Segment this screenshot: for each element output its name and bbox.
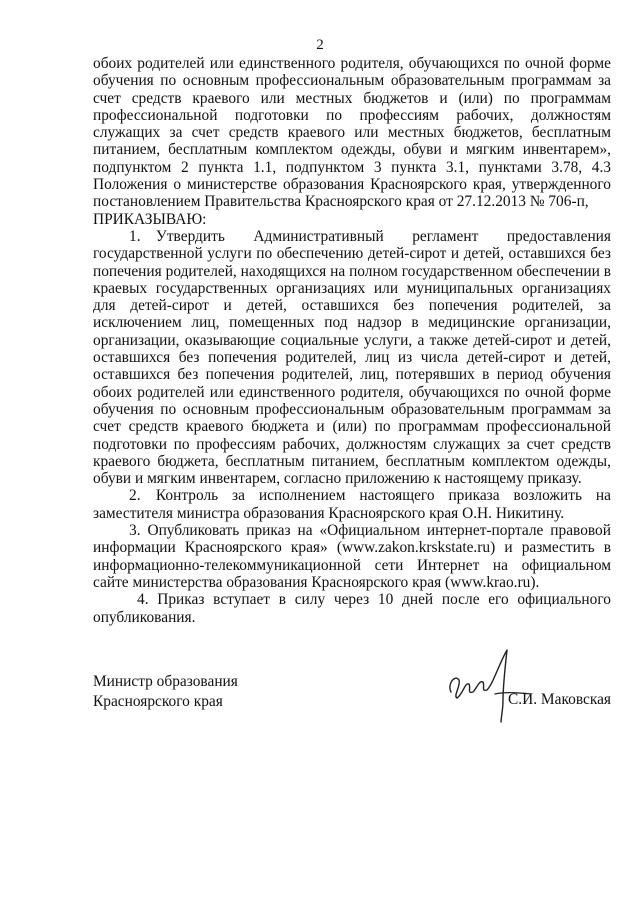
- intro-paragraph: обоих родителей или единственного родителя, обучающихся по очной форме обучения по основным профессиональным образовательным программам за счет средств краевого или местных бюджетов и (или) по программам профессиональной подготовки по профессиям рабочих, должностям служащих за счет средств краевого или местных бюджетов, бесплатным питанием, бесплатным комплектом одежды, обуви и мягким инвентарем», подпунктом 2 пункта 1.1, подпунктом 3 пункта 3.1, пунктами 3.78, 4.3 Положения о министерстве образования Красноярского края, утвержденного постановлением Правительства Красноярского края от 27.12.2013 № 706-п,: [93, 55, 611, 211]
- page-number: 2: [316, 37, 324, 53]
- signatory-name: С.И. Маковская: [508, 691, 611, 708]
- item-3-paragraph: 3. Опубликовать приказ на «Официальном интернет-портале правовой информации Красноярского края» (www.zakon.krskstate.ru) и разместить в информационно-телекоммуникационной сети Интернет на официальном сайте министерства образования Красноярского края (www.krao.ru).: [93, 522, 611, 591]
- signatory-position-line-1: Министр образования: [93, 673, 238, 690]
- item-2-paragraph: 2. Контроль за исполнением настоящего приказа возложить на заместителя министра образования Красноярского края О.Н. Никитину.: [93, 487, 611, 522]
- item-1-paragraph: 1. Утвердить Административный регламент предоставления государственной услуги по обеспечению детей-сирот и детей, оставшихся без попечения родителей, находящихся на полном государственном обеспечении в краевых государственных организациях или муниципальных организациях для детей-сирот и детей, оставшихся без попечения родителей, за исключением лиц, помещенных под надзор в медицинские организации, организации, оказывающие социальные услуги, а также детей-сирот и детей, оставшихся без попечения родителей, лиц из числа детей-сирот и детей, оставшихся без попечения родителей, лиц, потерявших в период обучения обоих родителей или единственного родителя, обучающихся по очной форме обучения по основным профессиональным образовательным программам за счет средств краевого бюджета и (или) по программам профессиональной подготовки по профессиям рабочих, должностям служащих за счет средств краевого бюджета, бесплатным питанием, бесплатным комплектом одежды, обуви и мягким инвентарем, согласно приложению к настоящему приказу.: [93, 227, 611, 488]
- document-body: [93, 55, 611, 626]
- item-4-paragraph: 4. Приказ вступает в силу через 10 дней после его официального опубликования.: [93, 591, 611, 626]
- signatory-position: [93, 672, 238, 712]
- handwritten-signature-icon: [443, 644, 533, 724]
- signature-block: [93, 672, 611, 732]
- signatory-position-line-2: Красноярского края: [93, 693, 223, 710]
- decree-word: ПРИКАЗЫВАЮ:: [93, 210, 207, 228]
